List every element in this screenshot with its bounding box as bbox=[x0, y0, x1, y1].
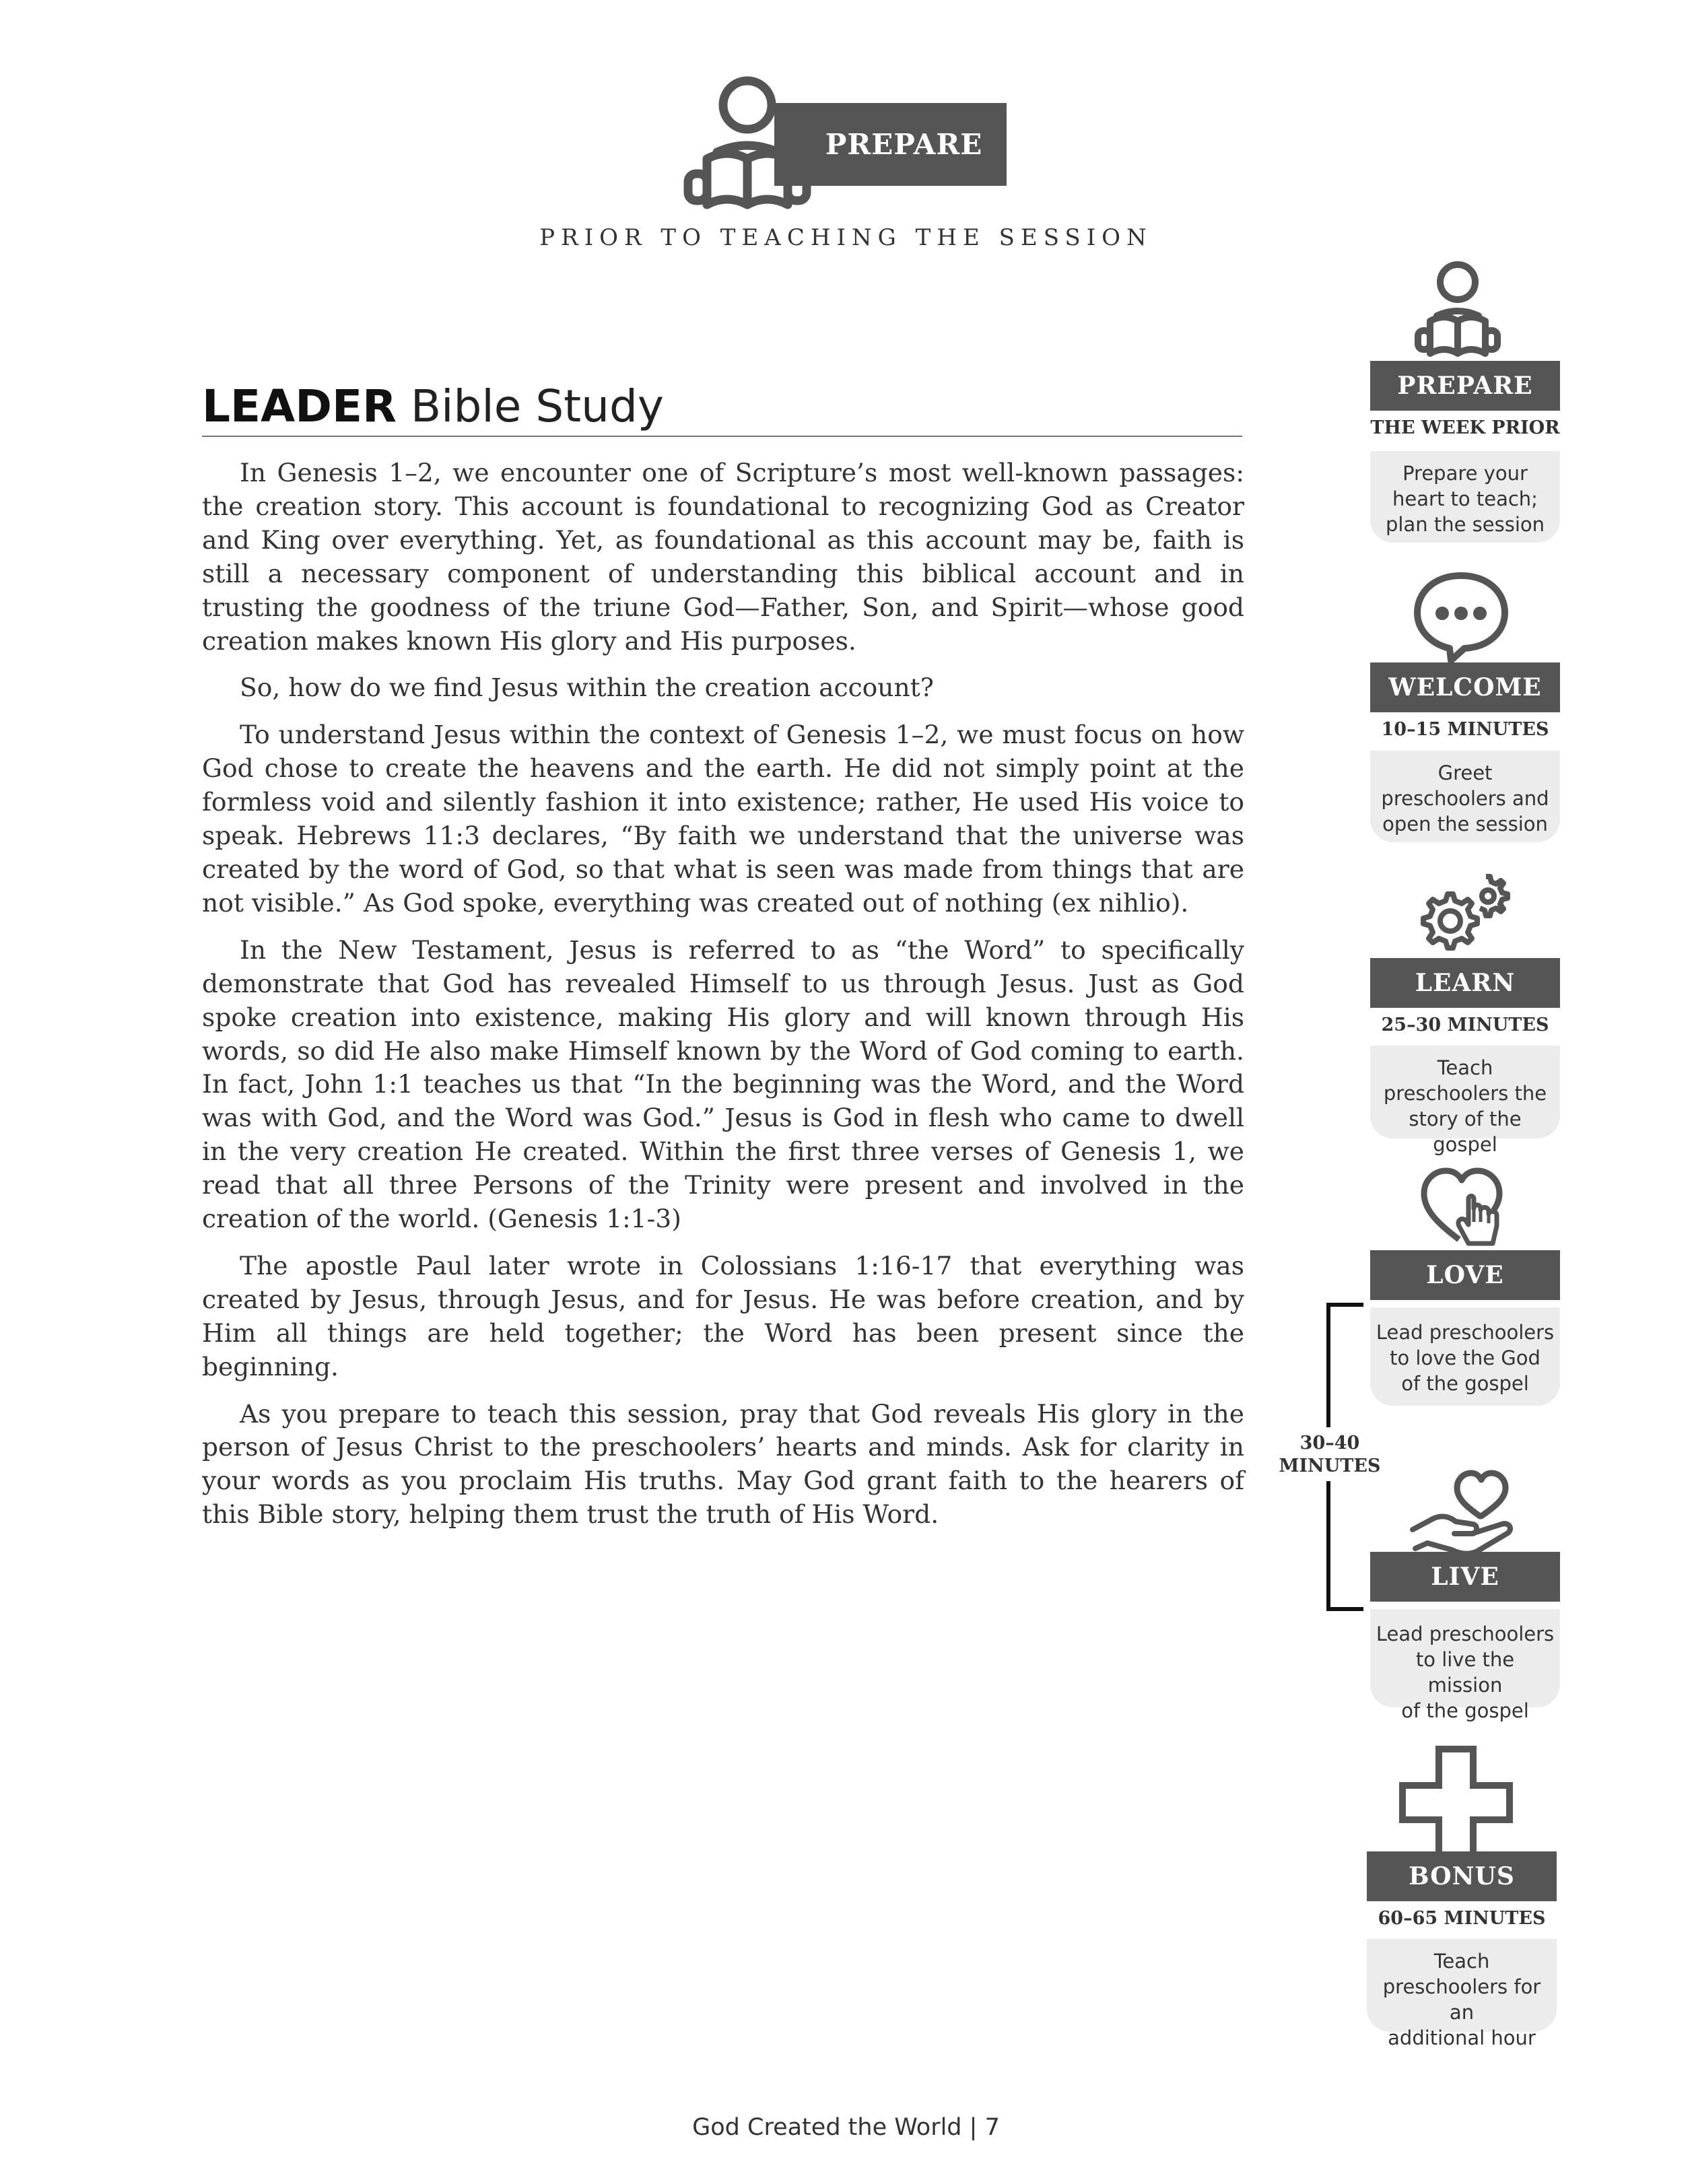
desc-line: preschoolers for an bbox=[1382, 1975, 1541, 2024]
desc-line: heart to teach; bbox=[1392, 487, 1538, 510]
desc-line: Greet bbox=[1437, 761, 1493, 784]
article-body bbox=[202, 456, 1244, 1545]
learn-step-time: 25–30 MINUTES bbox=[1381, 1015, 1549, 1035]
desc-line: story of the gospel bbox=[1409, 1107, 1522, 1156]
heart-in-hand-icon bbox=[1407, 1454, 1525, 1555]
reader-icon bbox=[1414, 259, 1501, 360]
learn-step-desc bbox=[1370, 1046, 1560, 1156]
combined-time-unit: MINUTES bbox=[1279, 1456, 1381, 1476]
paragraph: As you prepare to teach this session, pray that God reveals His glory in the person of Jesus Christ to the preschoolers’ hearts and minds. Ask for clarity in your words as you proclaim His truths. May God grant faith to the hearers of this Bible story, helping them trust the truth of His Word. bbox=[202, 1398, 1244, 1530]
heart-hand-icon bbox=[1417, 1161, 1508, 1252]
learn-step-badge: LEARN bbox=[1370, 958, 1560, 1008]
desc-line: Teach bbox=[1433, 1950, 1490, 1973]
bonus-step-desc bbox=[1367, 1939, 1557, 2049]
prepare-badge: PREPARE bbox=[774, 103, 1007, 186]
combined-time-number: 30–40 bbox=[1299, 1433, 1360, 1454]
header-subtitle: PRIOR TO TEACHING THE SESSION bbox=[539, 224, 1153, 251]
live-step-badge: LIVE bbox=[1370, 1552, 1560, 1602]
desc-line: Lead preschoolers bbox=[1376, 1321, 1555, 1344]
combined-time-label bbox=[1276, 1432, 1384, 1478]
plus-cross-icon bbox=[1397, 1744, 1515, 1862]
paragraph: In Genesis 1–2, we encounter one of Scripture’s most well-known passages: the creation story. This account is foundational to recognizing God as Creator and King over everything. Yet, as foundational as this account may be, faith is still a necessary component of understanding this biblical account and in trusting the goodness of the triune God—Father, Son, and Spirit—whose good creation makes known His glory and His purposes. bbox=[202, 458, 1244, 656]
welcome-step-badge: WELCOME bbox=[1370, 662, 1560, 712]
desc-line: of the gospel bbox=[1401, 1372, 1529, 1395]
title-light: Bible Study bbox=[410, 380, 664, 432]
paragraph: So, how do we find Jesus within the creation account? bbox=[240, 673, 934, 703]
desc-line: preschoolers and bbox=[1381, 787, 1549, 810]
welcome-step-time: 10–15 MINUTES bbox=[1381, 719, 1549, 740]
paragraph: The apostle Paul later wrote in Colossians 1:16-17 that everything was created by Jesus, through Jesus, and for Jesus. He was before creation, and by Him all things are held together; the Word has been present since the beginning. bbox=[202, 1250, 1244, 1381]
welcome-step-desc bbox=[1370, 751, 1560, 842]
speech-bubble-icon bbox=[1411, 569, 1512, 663]
love-step-badge: LOVE bbox=[1370, 1250, 1560, 1300]
paragraph: To understand Jesus within the context of Genesis 1–2, we must focus on how God chose to create the heavens and the earth. He did not simply point at the formless void and silently fashion it into existence; rather, He used His voice to speak. Hebrews 11:3 declares, “By faith we understand that the universe was created by the word of God, so that what is seen was made from things that are not visible.” As God spoke, everything was created out of nothing (ex nihlio). bbox=[202, 720, 1244, 918]
desc-line: Lead preschoolers bbox=[1376, 1623, 1555, 1645]
live-step-desc bbox=[1370, 1609, 1560, 1722]
desc-line: additional hour bbox=[1388, 2026, 1536, 2049]
bonus-step-badge: BONUS bbox=[1367, 1851, 1557, 1901]
page-footer: God Created the World | 7 bbox=[692, 2114, 1000, 2141]
desc-line: Teach bbox=[1437, 1056, 1493, 1079]
gears-icon bbox=[1411, 868, 1515, 959]
prepare-step-badge: PREPARE bbox=[1370, 361, 1560, 411]
page-title bbox=[202, 382, 1242, 437]
title-strong: LEADER bbox=[202, 380, 397, 432]
desc-line: of the gospel bbox=[1401, 1699, 1529, 1722]
bonus-step-time: 60–65 MINUTES bbox=[1378, 1908, 1546, 1929]
prepare-step-desc bbox=[1370, 451, 1560, 543]
prepare-step-time: THE WEEK PRIOR bbox=[1370, 417, 1560, 438]
desc-line: open the session bbox=[1382, 813, 1548, 835]
desc-line: plan the session bbox=[1386, 513, 1545, 536]
desc-line: to live the mission bbox=[1415, 1648, 1515, 1697]
desc-line: Prepare your bbox=[1402, 462, 1528, 485]
desc-line: preschoolers the bbox=[1383, 1082, 1547, 1105]
paragraph: In the New Testament, Jesus is referred to as “the Word” to specifically demonstrate that God has revealed Himself to us through Jesus. Just as God spoke creation into existence, making His glory and will known through His words, so did He also make Himself known by the Word of God coming to earth. In fact, John 1:1 teaches us that “In the beginning was the Word, and the Word was with God, and the Word was God.” Jesus is God in flesh who came to dwell in the very creation He created. Within the first three verses of Genesis 1, we read that all three Persons of the Trinity were present and involved in the creation of the world. (Genesis 1:1-3) bbox=[202, 934, 1244, 1234]
love-step-desc bbox=[1370, 1307, 1560, 1406]
desc-line: to love the God bbox=[1390, 1346, 1541, 1369]
